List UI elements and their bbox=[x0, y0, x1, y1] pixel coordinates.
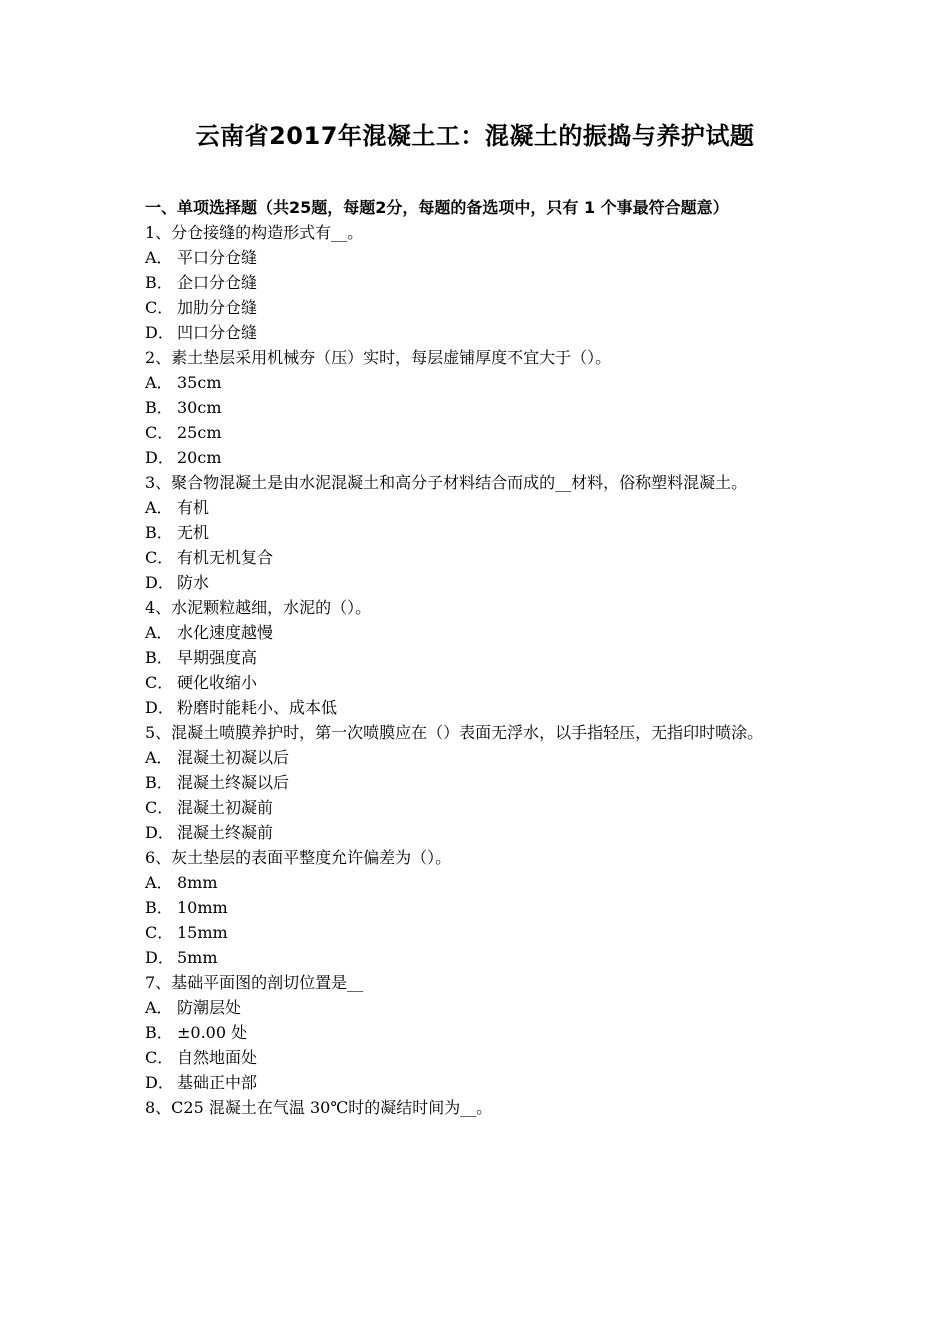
section-heading: 一、单项选择题（共25题，每题2分，每题的备选项中，只有 1 个事最符合题意） bbox=[145, 198, 729, 217]
question-stem: 1、分仓接缝的构造形式有__。 bbox=[145, 223, 364, 242]
option-d bbox=[145, 695, 810, 720]
option-text: 8mm bbox=[177, 873, 218, 892]
question-stem: 4、水泥颗粒越细，水泥的（）。 bbox=[145, 598, 372, 617]
option-letter: D． bbox=[145, 948, 174, 967]
option-text: 无机 bbox=[177, 523, 210, 542]
option-letter: D． bbox=[145, 698, 174, 717]
question-1 bbox=[145, 220, 810, 345]
option-a bbox=[145, 870, 810, 895]
option-letter: A． bbox=[145, 623, 173, 642]
option-letter: C． bbox=[145, 548, 174, 567]
option-a bbox=[145, 495, 810, 520]
option-text: 5mm bbox=[177, 948, 218, 967]
option-text: 自然地面处 bbox=[177, 1048, 258, 1067]
option-letter: D． bbox=[145, 323, 174, 342]
option-letter: C． bbox=[145, 923, 174, 942]
option-text: 粉磨时能耗小、成本低 bbox=[177, 698, 338, 717]
option-a bbox=[145, 620, 810, 645]
option-letter: B． bbox=[145, 523, 173, 542]
document-title: 云南省2017年混凝土工：混凝土的振捣与养护试题 bbox=[195, 122, 755, 150]
option-text: 加肋分仓缝 bbox=[177, 298, 258, 317]
option-text: 平口分仓缝 bbox=[177, 248, 258, 267]
option-b bbox=[145, 645, 810, 670]
option-letter: A． bbox=[145, 873, 173, 892]
option-text: 企口分仓缝 bbox=[177, 273, 258, 292]
option-c bbox=[145, 545, 810, 570]
option-c bbox=[145, 1045, 810, 1070]
option-text: 有机无机复合 bbox=[177, 548, 274, 567]
option-letter: C． bbox=[145, 673, 174, 692]
option-text: 早期强度高 bbox=[177, 648, 258, 667]
document-body bbox=[145, 195, 810, 1120]
option-text: 15mm bbox=[177, 923, 228, 942]
option-text: ±0.00 处 bbox=[177, 1023, 248, 1042]
option-b bbox=[145, 770, 810, 795]
option-b bbox=[145, 520, 810, 545]
question-7 bbox=[145, 970, 810, 1095]
option-b bbox=[145, 895, 810, 920]
option-letter: B． bbox=[145, 398, 173, 417]
option-text: 有机 bbox=[177, 498, 210, 517]
option-d bbox=[145, 945, 810, 970]
option-text: 防潮层处 bbox=[177, 998, 242, 1017]
option-letter: A． bbox=[145, 998, 173, 1017]
question-4 bbox=[145, 595, 810, 720]
question-stem: 5、混凝土喷膜养护时，第一次喷膜应在（）表面无浮水，以手指轻压，无指印时喷涂。 bbox=[145, 723, 764, 742]
option-letter: D． bbox=[145, 823, 174, 842]
question-6 bbox=[145, 845, 810, 970]
question-8 bbox=[145, 1095, 810, 1120]
option-letter: C． bbox=[145, 298, 174, 317]
option-letter: B． bbox=[145, 773, 173, 792]
option-text: 20cm bbox=[177, 448, 222, 467]
option-letter: A． bbox=[145, 373, 173, 392]
option-text: 混凝土初凝前 bbox=[177, 798, 274, 817]
option-c bbox=[145, 295, 810, 320]
option-c bbox=[145, 420, 810, 445]
option-letter: D． bbox=[145, 573, 174, 592]
option-text: 硬化收缩小 bbox=[177, 673, 258, 692]
option-d bbox=[145, 445, 810, 470]
option-text: 基础正中部 bbox=[177, 1073, 258, 1092]
option-letter: C． bbox=[145, 1048, 174, 1067]
option-b bbox=[145, 395, 810, 420]
option-d bbox=[145, 570, 810, 595]
option-d bbox=[145, 820, 810, 845]
option-letter: B． bbox=[145, 898, 173, 917]
option-letter: D． bbox=[145, 448, 174, 467]
option-text: 混凝土终凝前 bbox=[177, 823, 274, 842]
option-a bbox=[145, 995, 810, 1020]
option-a bbox=[145, 370, 810, 395]
option-text: 水化速度越慢 bbox=[177, 623, 274, 642]
option-c bbox=[145, 920, 810, 945]
option-b bbox=[145, 270, 810, 295]
option-d bbox=[145, 1070, 810, 1095]
option-text: 25cm bbox=[177, 423, 222, 442]
option-letter: C． bbox=[145, 798, 174, 817]
option-text: 混凝土初凝以后 bbox=[177, 748, 290, 767]
option-a bbox=[145, 245, 810, 270]
question-2 bbox=[145, 345, 810, 470]
question-stem: 8、C25 混凝土在气温 30℃时的凝结时间为__。 bbox=[145, 1098, 493, 1117]
option-letter: D． bbox=[145, 1073, 174, 1092]
option-text: 混凝土终凝以后 bbox=[177, 773, 290, 792]
option-letter: B． bbox=[145, 648, 173, 667]
option-letter: A． bbox=[145, 748, 173, 767]
option-letter: A． bbox=[145, 498, 173, 517]
option-b bbox=[145, 1020, 810, 1045]
option-text: 防水 bbox=[177, 573, 210, 592]
option-letter: C． bbox=[145, 423, 174, 442]
option-letter: B． bbox=[145, 273, 173, 292]
option-d bbox=[145, 320, 810, 345]
question-stem: 6、灰土垫层的表面平整度允许偏差为（）。 bbox=[145, 848, 452, 867]
option-c bbox=[145, 670, 810, 695]
question-stem: 2、素土垫层采用机械夯（压）实时，每层虚铺厚度不宜大于（）。 bbox=[145, 348, 612, 367]
option-letter: A． bbox=[145, 248, 173, 267]
option-c bbox=[145, 795, 810, 820]
option-text: 35cm bbox=[177, 373, 222, 392]
question-stem: 3、聚合物混凝土是由水泥混凝土和高分子材料结合而成的__材料，俗称塑料混凝土。 bbox=[145, 473, 748, 492]
option-text: 10mm bbox=[177, 898, 228, 917]
option-letter: B． bbox=[145, 1023, 173, 1042]
option-text: 30cm bbox=[177, 398, 222, 417]
option-text: 凹口分仓缝 bbox=[177, 323, 258, 342]
question-3 bbox=[145, 470, 810, 595]
question-5 bbox=[145, 720, 810, 845]
option-a bbox=[145, 745, 810, 770]
question-stem: 7、基础平面图的剖切位置是__ bbox=[145, 973, 364, 992]
